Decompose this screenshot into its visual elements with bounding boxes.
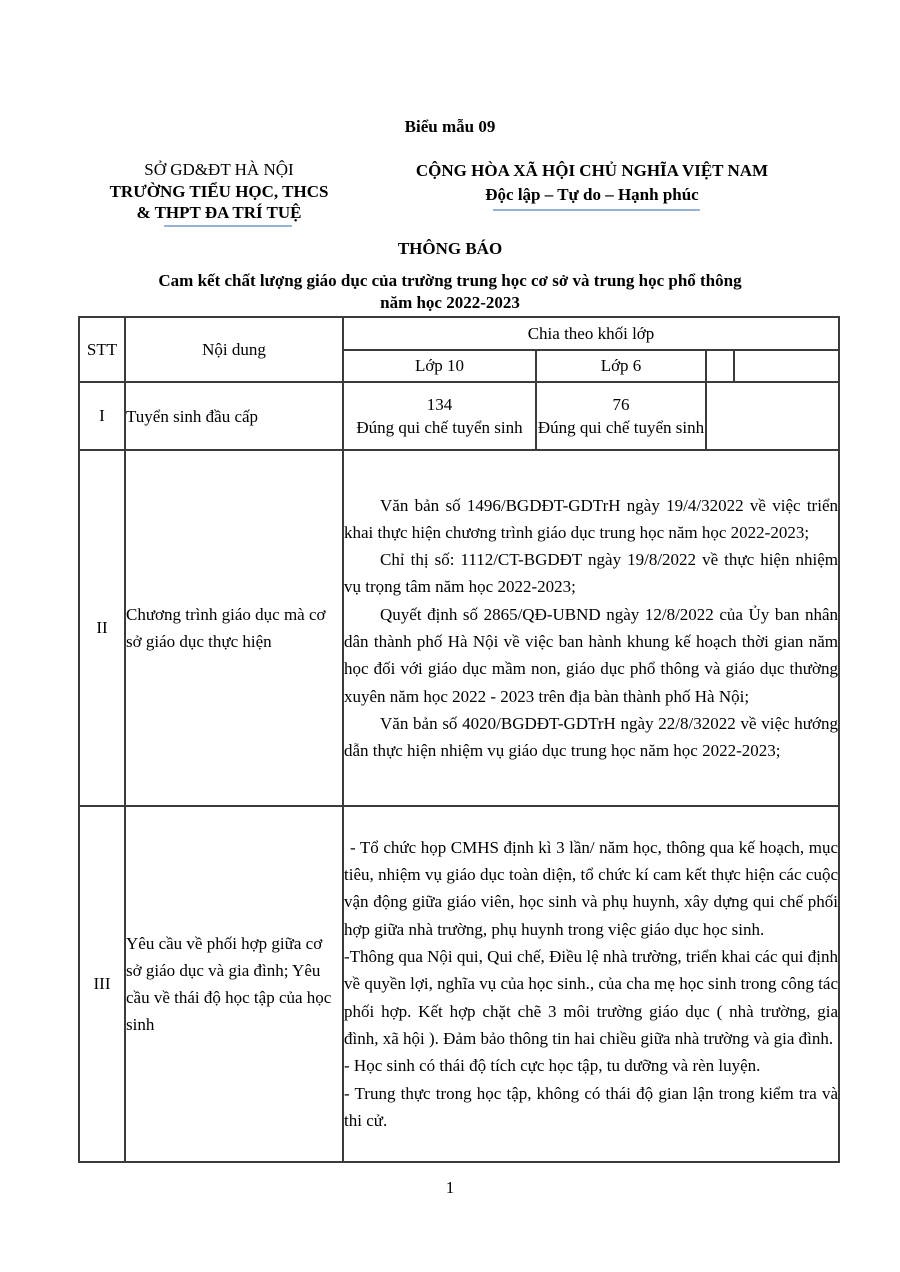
form-number-label: Biểu mẫu 09 — [404, 117, 496, 136]
lop6-enrollment-count: 76 — [612, 395, 630, 414]
document-title: THÔNG BÁO — [397, 239, 503, 258]
national-motto-line1: CỘNG HÒA XÃ HỘI CHỦ NGHĨA VIỆT NAM — [415, 161, 769, 180]
row2-paragraph: Văn bản số 1496/BGDĐT-GDTrH ngày 19/4/32022 về việc triển khai thực hiện chương trình giáo dục trung học năm học 2022-2023; — [344, 495, 838, 542]
lop10-enrollment-count: 134 — [426, 395, 453, 414]
table-row-chuong-trinh — [79, 450, 839, 806]
page-number: 1 — [445, 1178, 455, 1197]
row3-noi-dung: Yêu cầu về phối hợp giữa cơ sở giáo dục và gia đình; Yêu cầu về thái độ học tập của học sinh — [125, 806, 343, 1162]
row3-paragraph: - Trung thực trong học tập, không có thái độ gian lận trong kiểm tra và thi cử. — [344, 1083, 838, 1130]
row1-stt: I — [79, 382, 125, 450]
letterhead-school-block — [94, 159, 344, 227]
school-name-line1: TRƯỜNG TIỂU HỌC, THCS — [109, 181, 329, 201]
row3-paragraph: - Tổ chức họp CMHS định kì 3 lần/ năm học, thông qua kế hoạch, mục tiêu, nhiệm vụ giáo dục toàn diện, tổ chức kí cam kết thực hiện các cuộc vận động giữa giáo viên, học sinh và phụ huynh, xây dựng qui chế phối hợp giữa nhà trường, phụ huynh trong việc giáo dục học sinh. — [344, 837, 838, 939]
subtitle-line2: năm học 2022-2023 — [380, 293, 520, 312]
row2-noi-dung: Chương trình giáo dục mà cơ sở giáo dục thực hiện — [125, 450, 343, 806]
national-motto-line2: Độc lập – Tự do – Hạnh phúc — [485, 185, 699, 204]
row3-content-cell — [343, 806, 839, 1162]
letterhead-national-block — [392, 159, 792, 211]
header-empty-narrow-cell — [706, 350, 734, 382]
row1-empty-cell — [706, 382, 839, 450]
row3-paragraph: -Thông qua Nội qui, Qui chế, Điều lệ nhà trường, triển khai các qui định về quyền lợi, nghĩa vụ của học sinh., của cha mẹ học sinh trong công tác phối hợp. Kết hợp chặt chẽ 3 môi trường giáo dục ( nhà trường, gia đình, xã hội ). Đảm bảo thông tin hai chiều giữa nhà trường và gia đình. — [344, 947, 838, 1048]
row3-stt: III — [79, 806, 125, 1162]
lop6-enrollment-note: Đúng qui chế tuyển sinh — [537, 418, 705, 437]
left-underline-rule — [164, 225, 292, 227]
header-stt: STT — [79, 317, 125, 382]
commitment-table — [78, 316, 840, 1163]
header-lop-10: Lớp 10 — [343, 350, 536, 382]
row2-content-cell — [343, 450, 839, 806]
row1-noi-dung: Tuyển sinh đầu cấp — [125, 382, 343, 450]
row2-stt: II — [79, 450, 125, 806]
table-row-tuyen-sinh — [79, 382, 839, 450]
document-subtitle — [0, 270, 900, 314]
lop10-enrollment-note: Đúng qui chế tuyển sinh — [356, 418, 523, 437]
right-underline-rule — [493, 209, 700, 211]
row2-paragraph: Quyết định số 2865/QĐ-UBND ngày 12/8/2022 của Ủy ban nhân dân thành phố Hà Nội về việc ban hành khung kế hoạch thời gian năm học đối với giáo dục mầm non, giáo dục phổ thông và giáo dục thường xuyên năm học 2022 - 2023 trên địa bàn thành phố Hà Nội; — [344, 604, 838, 706]
row2-paragraph: Văn bản số 4020/BGDĐT-GDTrH ngày 22/8/32022 về việc hướng dẫn thực hiện nhiệm vụ giáo dục trung học năm học 2022-2023; — [344, 713, 838, 761]
table-header-row-1 — [79, 317, 839, 350]
header-noi-dung: Nội dung — [125, 317, 343, 382]
header-lop-6: Lớp 6 — [536, 350, 706, 382]
row1-lop10-cell — [343, 382, 536, 450]
table-row-yeu-cau — [79, 806, 839, 1162]
header-chia-theo-khoi-lop: Chia theo khối lớp — [343, 317, 839, 350]
row2-paragraph: Chỉ thị số: 1112/CT-BGDĐT ngày 19/8/2022 về thực hiện nhiệm vụ trọng tâm năm học 2022-2023; — [344, 550, 838, 597]
row1-lop6-cell — [536, 382, 706, 450]
subtitle-line1: Cam kết chất lượng giáo dục của trường trung học cơ sở và trung học phổ thông — [158, 271, 742, 290]
header-empty-cell — [734, 350, 839, 382]
row3-paragraph: - Học sinh có thái độ tích cực học tập, tu dưỡng và rèn luyện. — [344, 1056, 761, 1076]
department-name: SỞ GD&ĐT HÀ NỘI — [144, 160, 294, 179]
school-name-line2: & THPT ĐA TRÍ TUỆ — [136, 203, 302, 222]
